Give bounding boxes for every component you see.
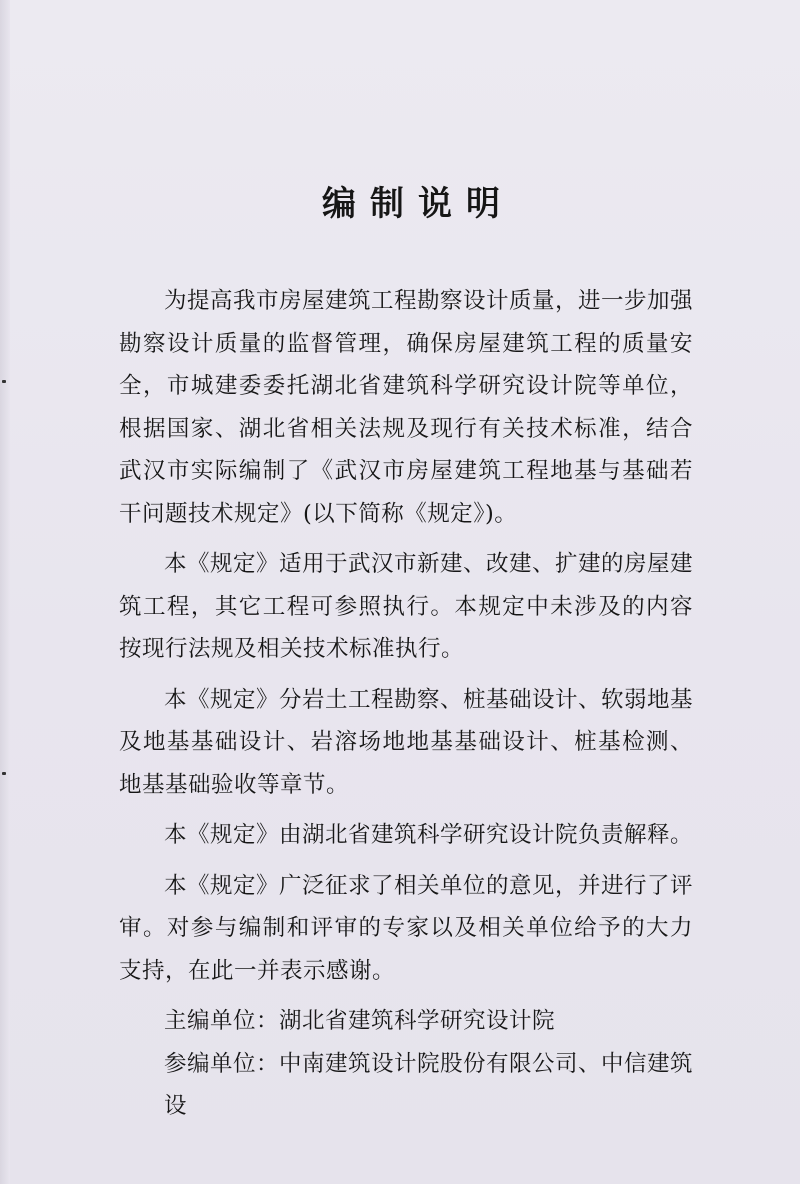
edge-mark bbox=[2, 772, 6, 775]
paragraph-acknowledgement: 本《规定》广泛征求了相关单位的意见，并进行了评审。对参与编制和评审的专家以及相关单位给予的大力支持，在此一并表示感谢。 bbox=[119, 872, 694, 984]
chief-editor-unit: 主编单位：湖北省建筑科学研究设计院 bbox=[164, 1008, 556, 1034]
edge-mark bbox=[2, 380, 6, 383]
document-body bbox=[119, 280, 693, 1128]
page-title: 编制说明 bbox=[322, 184, 514, 224]
paragraph-chapters: 本《规定》分岩土工程勘察、桩基础设计、软弱地基及地基基础设计、岩溶场地地基基础设计、桩基检测、地基基础验收等章节。 bbox=[119, 686, 694, 798]
co-editor-units: 参编单位：中南建筑设计院股份有限公司、中信建筑设 bbox=[164, 1050, 694, 1119]
paragraph-purpose: 为提高我市房屋建筑工程勘察设计质量，进一步加强勘察设计质量的监督管理，确保房屋建筑工程的质量安全，市城建委委托湖北省建筑科学研究设计院等单位，根据国家、湖北省相关法规及现行有关技术标准，结合武汉市实际编制了《武汉市房屋建筑工程地基与基础若干问题技术规定》(以下简称《规定》)。 bbox=[119, 288, 694, 527]
paragraph-scope: 本《规定》适用于武汉市新建、改建、扩建的房屋建筑工程，其它工程可参照执行。本规定中未涉及的内容按现行法规及相关技术标准执行。 bbox=[119, 551, 694, 662]
paragraph-interpretation: 本《规定》由湖北省建筑科学研究设计院负责解释。 bbox=[164, 822, 694, 848]
